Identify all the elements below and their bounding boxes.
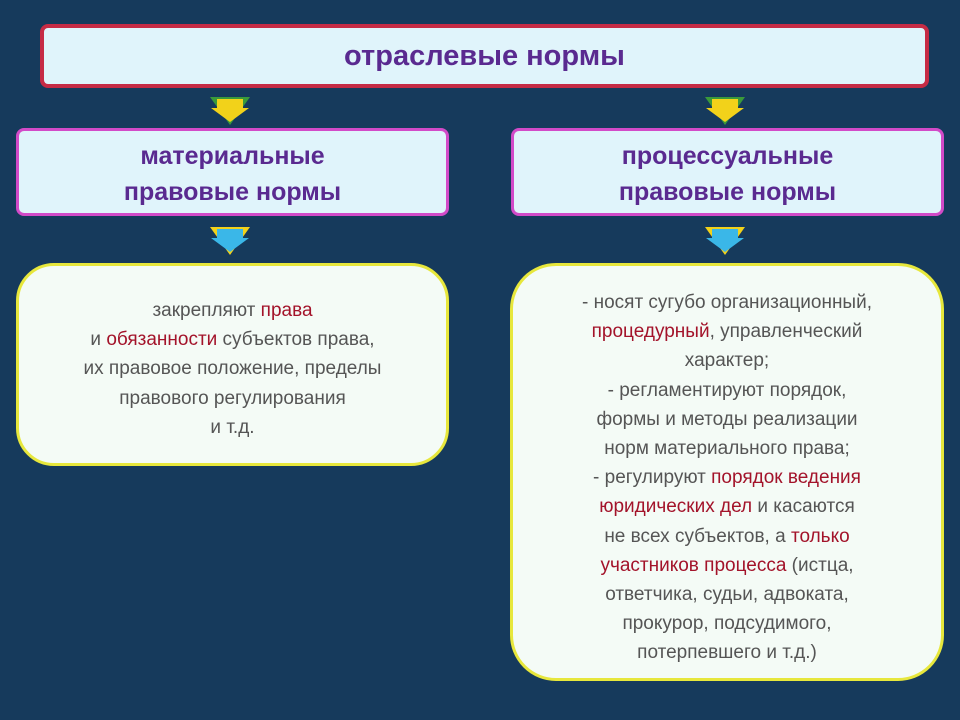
description-line [513,638,941,667]
text-segment: и касаются [752,496,855,518]
highlighted-term: юридических дел [599,496,753,518]
highlighted-term: права [260,300,313,321]
procedural-norms-description [510,263,944,681]
text-segment: формы и методы реализации [596,408,858,430]
procedural-heading-line2: правовые нормы [618,178,837,206]
description-line [19,325,446,354]
text-segment: - носят сугубо организационный, [581,292,872,313]
text-segment: ответчика, судьи, адвоката, [605,584,849,606]
highlighted-term: участников процесса [600,554,787,576]
down-arrow-icon [208,224,252,258]
text-segment: характер; [684,350,770,372]
description-line [19,413,446,442]
text-segment: закрепляют [152,300,261,321]
description-line [513,405,941,434]
highlighted-term: порядок ведения [711,467,861,489]
highlighted-term: обязанности [106,329,218,351]
description-line [513,346,941,375]
text-segment: правового регулирования [119,387,346,409]
text-segment: - регламентируют порядок, [607,379,847,401]
down-arrow-icon [703,94,747,128]
text-segment: не всех субъектов, а [604,525,791,547]
description-line [19,384,446,413]
description-line [513,376,941,405]
description-line [513,522,941,551]
top-title-box [40,24,929,88]
text-segment: и [90,329,107,351]
text-segment: норм материального права; [604,438,850,460]
text-segment: прокурор, подсудимого, [622,613,832,635]
top-title: отраслевые нормы [344,40,625,72]
description-line [513,317,941,346]
material-norms-description [16,263,449,466]
material-heading-line1: материальные [140,142,325,170]
text-segment: (истца, [786,554,854,576]
description-line [513,434,941,463]
text-segment: потерпевшего и т.д.) [637,642,817,664]
description-line [513,288,941,317]
down-arrow-icon [703,224,747,258]
description-line [513,492,941,521]
description-line [513,551,941,580]
description-line [19,354,446,383]
highlighted-term: процедурный [591,321,710,343]
highlighted-term: только [790,525,850,547]
text-segment: субъектов права, [217,329,375,351]
description-line [513,463,941,492]
description-line [19,296,446,325]
text-segment: и т.д. [210,416,255,438]
text-segment: - регулируют [593,467,712,489]
procedural-norms-box [511,128,944,216]
procedural-heading-line1: процессуальные [621,142,834,170]
description-line [513,609,941,638]
description-line [513,580,941,609]
material-norms-box [16,128,449,216]
text-segment: их правовое положение, пределы [83,358,382,380]
text-segment: , управленческий [709,321,863,343]
material-heading-line2: правовые нормы [123,178,342,206]
down-arrow-icon [208,94,252,128]
